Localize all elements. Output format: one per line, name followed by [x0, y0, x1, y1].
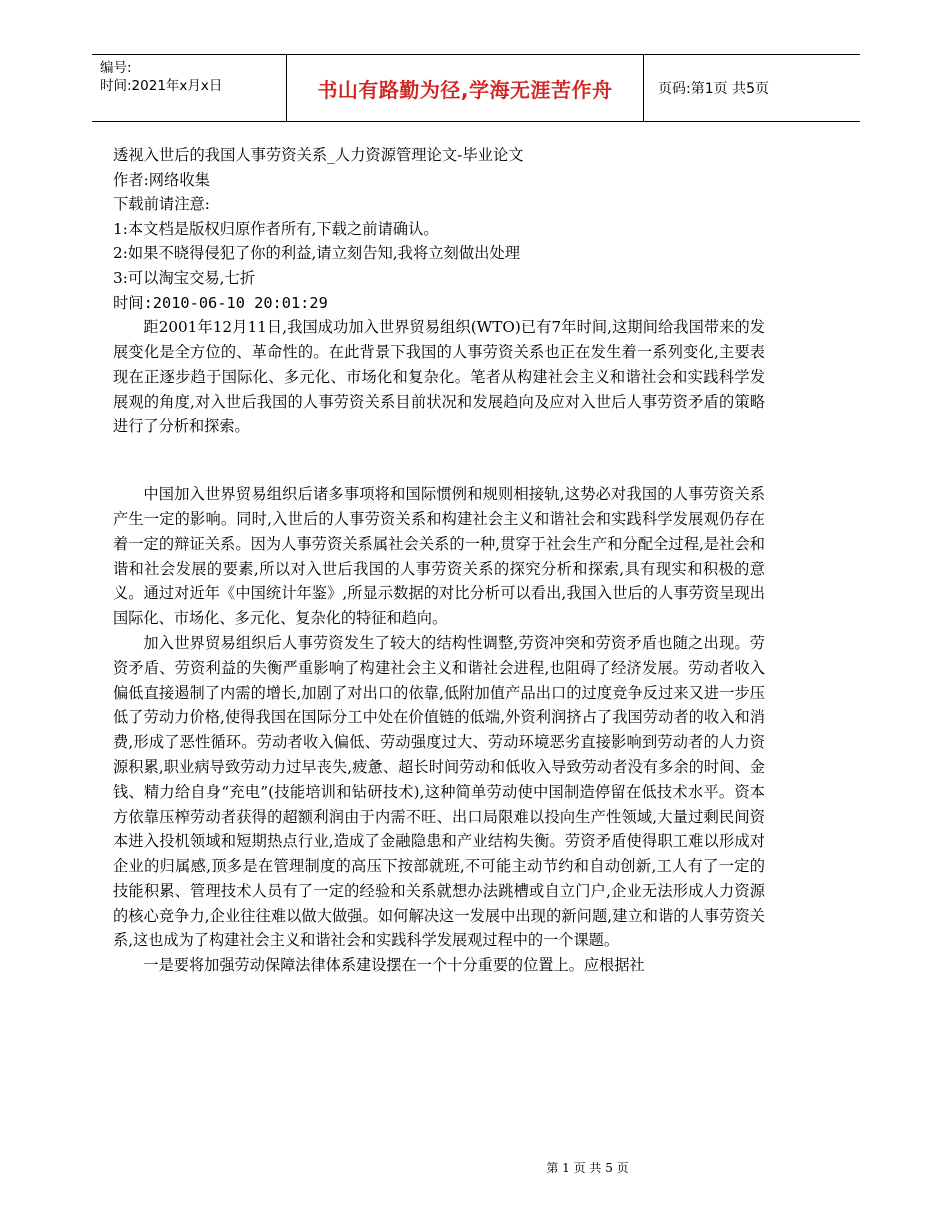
paragraph-gap	[113, 439, 765, 482]
paragraph-body-2: 加入世界贸易组织后人事劳资发生了较大的结构性调整,劳资冲突和劳资矛盾也随之出现。劳资矛盾、劳资利益的失衡严重影响了构建社会主义和谐社会进程,也阻碍了经济发展。劳动者收入偏低直接遏制了内需的增长,加剧了对出口的依靠,低附加值产品出口的过度竞争反过来又进一步压低了劳动力价格,使得我国在国际分工中处在价值链的低端,外资利润挤占了我国劳动者的收入和消费,形成了恶性循环。劳动者收入偏低、劳动强度过大、劳动环境恶劣直接影响到劳动者的人力资源积累,职业病导致劳动力过早丧失,疲惫、超长时间劳动和低收入导致劳动者没有多余的时间、金钱、精力给自身“充电”(技能培训和钻研技术),这种简单劳动使中国制造停留在低技术水平。资本方依靠压榨劳动者获得的超额利润由于内需不旺、出口局限难以投向生产性领域,大量过剩民间资本进入投机领域和短期热点行业,造成了金融隐患和产业结构失衡。劳资矛盾使得职工难以形成对企业的归属感,顶多是在管理制度的高压下按部就班,不可能主动节约和自动创新,工人有了一定的技能积累、管理技术人员有了一定的经验和关系就想办法跳槽或自立门户,企业无法形成人力资源的核心竞争力,企业往往难以做大做强。如何解决这一发展中出现的新问题,建立和谐的人事劳资关系,这也成为了构建社会主义和谐社会和实践科学发展观过程中的一个课题。	[113, 633, 765, 950]
page-header	[92, 54, 860, 122]
paragraph-intro: 距2001年12月11日,我国成功加入世界贸易组织(WTO)已有7年时间,这期间给我国带来的发展变化是全方位的、革命性的。在此背景下我国的人事劳资关系也正在发生着一系列变化,主要表现在正逐步趋于国际化、多元化、市场化和复杂化。笔者从构建社会主义和谐社会和实践科学发展观的角度,对入世后我国的人事劳资关系目前状况和发展趋向及应对入世后人事劳资矛盾的策略进行了分析和探索。	[113, 318, 765, 436]
document-title: 透视入世后的我国人事劳资关系_人力资源管理论文-毕业论文	[113, 146, 524, 164]
paragraph-body-1: 中国加入世界贸易组织后诸多事项将和国际惯例和规则相接轨,这势必对我国的人事劳资关系产生一定的影响。同时,入世后的人事劳资关系和构建社会主义和谐社会和实践科学发展观仍存在着一定的辩证关系。因为人事劳资关系属社会关系的一种,贯穿于社会生产和分配全过程,是社会和谐和社会发展的要素,所以对入世后我国的人事劳资关系的探究分析和探索,具有现实和积极的意义。通过对近年《中国统计年鉴》,所显示数据的对比分析可以看出,我国入世后的人事劳资呈现出国际化、市场化、多元化、复杂化的特征和趋向。	[113, 485, 765, 628]
header-meta-cell	[92, 55, 286, 121]
notice-item-2: 2:如果不晓得侵犯了你的利益,请立刻告知,我将立刻做出处理	[113, 244, 521, 263]
notice-item-1: 1:本文档是版权归原作者所有,下载之前请确认。	[113, 219, 439, 238]
paragraph-body-3: 一是要将加强劳动保障法律体系建设摆在一个十分重要的位置上。应根据社	[143, 956, 645, 975]
document-time: 时间:2010-06-10 20:01:29	[113, 293, 328, 312]
time-label: 时间:2021年x月x日	[100, 78, 223, 94]
header-page-info: 页码:第1页 共5页	[658, 81, 769, 97]
header-motto-cell	[286, 55, 644, 121]
motto-text: 书山有路勤为径,学海无涯苦作舟	[317, 77, 613, 102]
page-footer	[0, 1159, 950, 1176]
document-author: 作者:网络收集	[113, 170, 210, 189]
code-label: 编号:	[100, 60, 132, 76]
footer-page-number: 第 1 页 共 5 页	[546, 1161, 629, 1175]
notice-item-3: 3:可以淘宝交易,七折	[113, 268, 256, 287]
document-body	[113, 143, 765, 978]
notice-heading: 下载前请注意:	[113, 195, 210, 214]
